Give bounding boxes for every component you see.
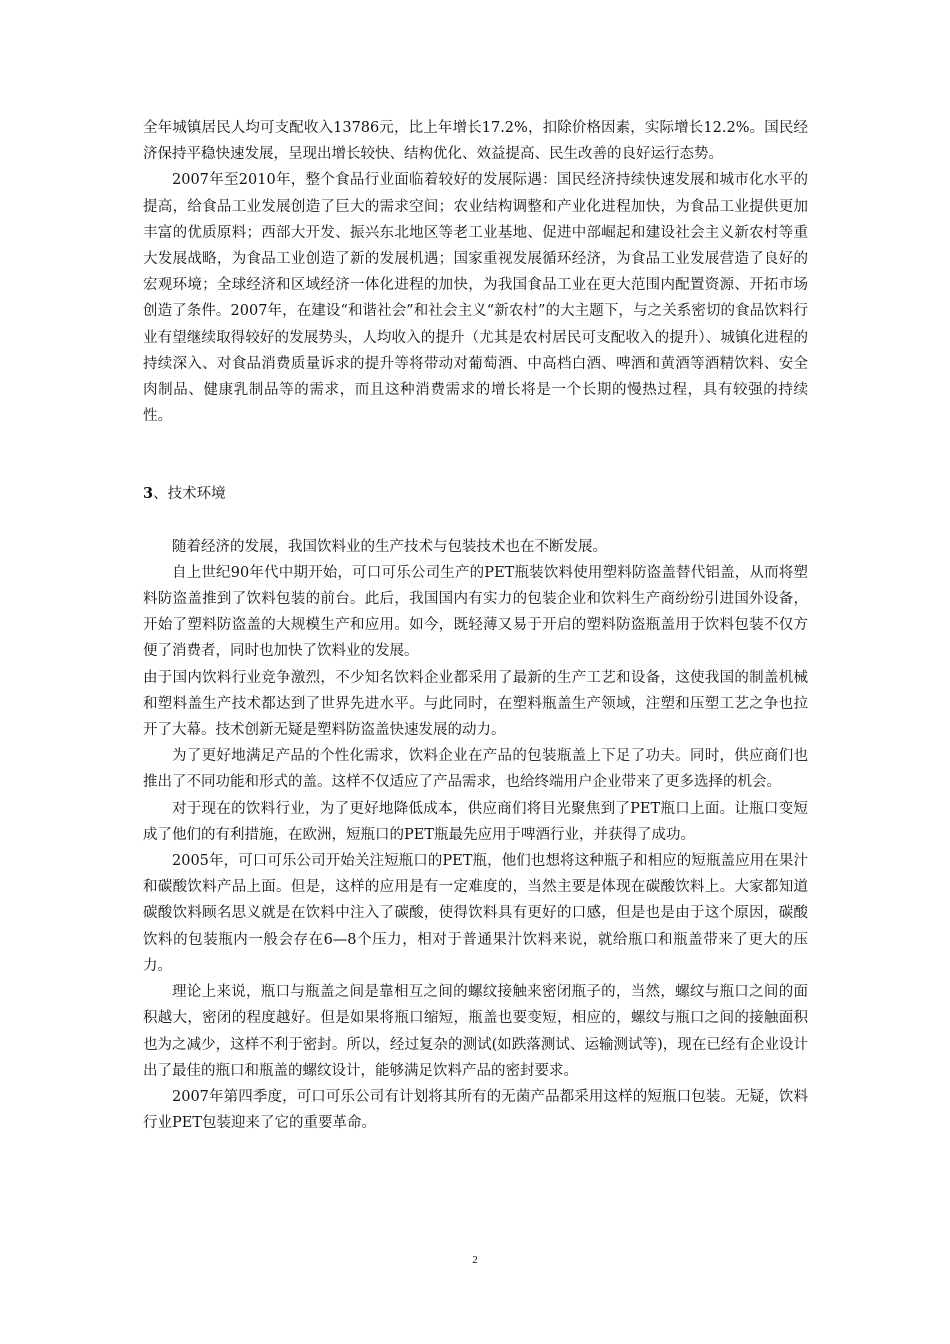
paragraph-food-industry-outlook: 2007年至2010年，整个食品行业面临着较好的发展际遇：国民经济持续快速发展和城市化水平的提高，给食品工业发展创造了巨大的需求空间；农业结构调整和产业化进程加快，为食品工业提供更加丰富的优质原料；西部大开发、振兴东北地区等老工业基地、促进中部崛起和建设社会主义新农村等重大发展战略，为食品工业创造了新的发展机遇；国家重视发展循环经济，为食品工业发展营造了良好的宏观环境；全球经济和区域经济一体化进程的加快，为我国食品工业在更大范围内配置资源、开拓市场创造了条件。2007年，在建设“和谐社会”和社会主义“新农村”的大主题下，与之关系密切的食品饮料行业有望继续取得较好的发展势头，人均收入的提升（尤其是农村居民可支配收入的提升）、城镇化进程的持续深入、对食品消费质量诉求的提升等将带动对葡萄酒、中高档白酒、啤酒和黄酒等酒精饮料、安全肉制品、健康乳制品等的需求，而且这种消费需求的增长将是一个长期的慢热过程，具有较强的持续性。	[143, 172, 808, 425]
section-number: 3	[143, 485, 154, 503]
paragraph-personalized-caps: 为了更好地满足产品的个性化需求，饮料企业在产品的包装瓶盖上下足了功夫。同时，供应商们也推出了不同功能和形式的盖。这样不仅适应了产品需求，也给终端用户企业带来了更多选择的机会。	[143, 748, 808, 791]
paragraph-short-neck-bottles: 对于现在的饮料行业，为了更好地降低成本，供应商们将目光聚焦到了PET瓶口上面。让瓶口变短成了他们的有利措施，在欧洲，短瓶口的PET瓶最先应用于啤酒行业，并获得了成功。	[143, 800, 808, 843]
paragraph-competition-innovation: 由于国内饮料行业竞争激烈，不少知名饮料企业都采用了最新的生产工艺和设备，这使我国的制盖机械和塑料盖生产技术都达到了世界先进水平。与此同时，在塑料瓶盖生产领域，注塑和压塑工艺之争也拉开了大幕。技术创新无疑是塑料防盗盖快速发展的动力。	[143, 669, 808, 739]
page-number: 2	[472, 1254, 478, 1266]
section-title: 、技术环境	[153, 486, 226, 503]
paragraph-coca-cola-2005: 2005年，可口可乐公司开始关注短瓶口的PET瓶，他们也想将这种瓶子和相应的短瓶盖应用在果汁和碳酸饮料产品上面。但是，这样的应用是有一定难度的，当然主要是体现在碳酸饮料上。大家都知道碳酸饮料顾名思义就是在饮料中注入了碳酸，使得饮料具有更好的口感，但是也是由于这个原因，碳酸饮料的包装瓶内一般会存在6—8个压力，相对于普通果汁饮料来说，就给瓶口和瓶盖带来了更大的压力。	[143, 853, 808, 974]
section-heading-technology-environment	[143, 481, 808, 507]
paragraph-plastic-caps-history: 自上世纪90年代中期开始，可口可乐公司生产的PET瓶装饮料使用塑料防盗盖替代铝盖，从而将塑料防盗盖推到了饮料包装的前台。此后，我国国内有实力的包装企业和饮料生产商纷纷引进国外设备，开始了塑料防盗盖的大规模生产和应用。如今，既轻薄又易于开启的塑料防盗瓶盖用于饮料包装不仅方便了消费者，同时也加快了饮料业的发展。	[143, 564, 808, 660]
paragraph-q4-2007-plan: 2007年第四季度，可口可乐公司有计划将其所有的无菌产品都采用这样的短瓶口包装。无疑，饮料行业PET包装迎来了它的重要革命。	[143, 1088, 808, 1132]
paragraph-thread-sealing: 理论上来说，瓶口与瓶盖之间是靠相互之间的螺纹接触来密闭瓶子的，当然，螺纹与瓶口之间的面积越大，密闭的程度越好。但是如果将瓶口缩短，瓶盖也要变短，相应的，螺纹与瓶口之间的接触面积也为之减少，这样不利于密封。所以，经过复杂的测试(如跌落测试、运输测试等)，现在已经有企业设计出了最佳的瓶口和瓶盖的螺纹设计，能够满足饮料产品的密封要求。	[143, 984, 808, 1079]
paragraph-income-summary: 全年城镇居民人均可支配收入13786元，比上年增长17.2%，扣除价格因素，实际增长12.2%。国民经济保持平稳快速发展，呈现出增长较快、结构优化、效益提高、民生改善的良好运行态势。	[143, 120, 808, 163]
paragraph-tech-development: 随着经济的发展，我国饮料业的生产技术与包装技术也在不断发展。	[172, 538, 607, 555]
document-body	[143, 115, 808, 1136]
